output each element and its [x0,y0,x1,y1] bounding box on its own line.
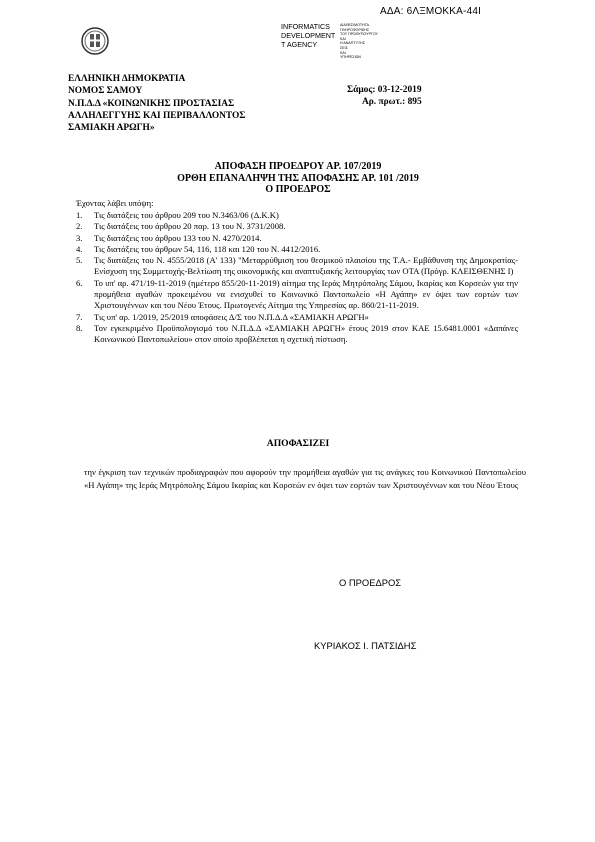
document-date: Σάμος: 03-12-2019 [347,85,422,95]
header-line: ΝΟΜΟΣ ΣΑΜΟΥ [68,86,143,97]
list-item: 5. Τις διατάξεις του Ν. 4555/2018 (Α' 133) "Μεταρρύθμιση του θεσμικού πλαισίου της Τ.Α.- Εμβάθυνση της Δημοκρατίας-Ενίσχυση της Συμμετοχής-Βελτίωση της οικονομικής και αναπτυξιακής λειτουργίας των ΟΤΑ (Πρόγρ. ΚΛΕΙΣΘΕΝΗΣ Ι) [76,255,518,277]
considerations-list [76,210,518,346]
signature-name: ΚΥΡΙΑΚΟΣ Ι. ΠΑΤΣΙΔΗΣ [314,640,417,651]
list-item: 2. Τις διατάξεις του άρθρου 20 παρ. 13 του Ν. 3731/2008. [76,221,286,232]
protocol-number: Αρ. πρωτ.: 895 [362,97,422,107]
agency-logo-text: INFORMATICS DEVELOPMENT T AGENCY [281,22,336,49]
ada-code: ΑΔΑ: 6ΛΞΜΟΚΚΑ-44Ι [380,6,482,17]
header-line: ΣΑΜΙΑΚΗ ΑΡΩΓΗ» [68,123,155,134]
correction-title: ΟΡΘΗ ΕΠΑΝΑΛΗΨΗ ΤΗΣ ΑΠΟΦΑΣΗΣ ΑΡ. 101 /2019 [177,173,419,184]
header-line: ΑΛΛΗΛΕΓΓΥΗΣ ΚΑΙ ΠΕΡΙΒΑΛΛΟΝΤΟΣ [68,110,246,121]
decision-text: την έγκριση των τεχνικών προδιαγραφών που αφορούν την προμήθεια αγαθών για τις ανάγκες του Κοινωνικού Παντοπωλείου «Η Αγάπη» της Ιεράς Μητρόπολης Σάμου Ικαρίας και Κορσεών εν όψει των εορτών των Χριστουγέννων και του Νέου Έτους [84,467,526,490]
list-item: 4. Τις διατάξεις του άρθρων 54, 116, 118 και 120 του Ν. 4412/2016. [76,243,321,254]
decides-heading: ΑΠΟΦΑΣΙΖΕΙ [266,438,330,449]
list-item: 3. Τις διατάξεις του άρθρου 133 του Ν. 4270/2014. [76,232,262,243]
list-item: 8. Τον εγκεκριμένο Προϋπολογισμό του Ν.Π.Δ.Δ «ΣΑΜΙΑΚΗ ΑΡΩΓΗ» έτους 2019 στον ΚΑΕ 15.6481.0001 «Δαπάνες Κοινωνικού Παντοπωλείου» στον οποίο προβλέπεται η σχετική πίστωση. [76,322,518,345]
list-item: 7. Τις υπ' αρ. 1/2019, 25/2019 αποφάσεις Δ/Σ του Ν.Π.Δ.Δ «ΣΑΜΙΑΚΗ ΑΡΩΓΗ» [76,311,369,322]
decision-title: ΑΠΟΦΑΣΗ ΠΡΟΕΔΡΟΥ ΑΡ. 107/2019 [214,161,382,172]
agency-logo-greek-text: ΔΙΑΘΕΣΙΜΟΤΗΤΑ ΠΛΗΡΟΦΟΡΙΚΗΣ ΤΟΥ ΠΡΩΘΥΠΟΥΡΓΟΥ ΚΑΙ Η ΑΝΑΠΤΥΞΗΣ ΣΕΙΣ ΚΑΙ ΥΠΗΡΕΣΙΩΝ [340,23,379,60]
president-heading: Ο ΠΡΟΕΔΡΟΣ [265,184,331,195]
list-item: 1. Τις διατάξεις του άρθρου 209 του Ν.3463/06 (Δ.Κ.Κ) [76,210,279,220]
list-item: 6. Το υπ' αρ. 471/19-11-2019 (ημέτερο 855/20-11-2019) αίτημα της Ιεράς Μητρόπολης Σάμου, Ικαρίας και Κορσεών για την προμήθεια αγαθών προκειμένου να ενισχυθεί το Κοινωνικό Παντοπωλείο «Η Αγάπη» εν όψει των εορτών των Χριστουγέννων και του Νέου Έτους. Πρωτογενές Αίτημα της Υπηρεσίας αρ. 860/21-11-2019. [76,277,518,311]
greek-emblem [80,26,110,56]
signature-role: Ο ΠΡΟΕΔΡΟΣ [339,577,402,588]
issuer-header [68,73,245,134]
header-line: Ν.Π.Δ.Δ «ΚΟΙΝΩΝΙΚΗΣ ΠΡΟΣΤΑΣΙΑΣ [68,98,235,109]
intro-text: Έχοντας λάβει υπόψη: [76,198,154,208]
header-line: ΕΛΛΗΝΙΚΗ ΔΗΜΟΚΡΑΤΙΑ [68,74,186,84]
